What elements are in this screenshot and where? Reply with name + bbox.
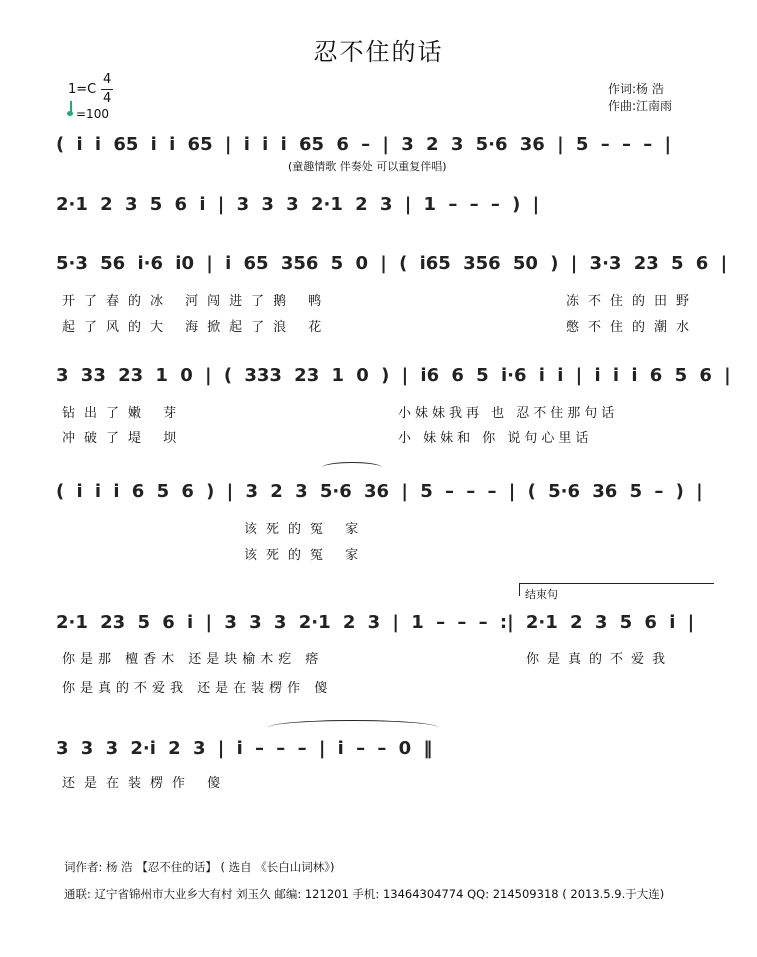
row-1-notes: ( i i 65 i i 65 | i i i 65 6 – | 3 2 3 5·6 36 | 5 – – – | (56, 134, 672, 155)
row-6-lyric-1: 你是那 檀香木 还是块榆木疙 瘩 (62, 652, 324, 667)
row-4-lyric-1b: 小妹妹我再 也 忍不住那句话 (398, 406, 619, 421)
accompaniment-note: (童趣情歌 伴奏处 可以重复伴唱) (288, 160, 447, 173)
row-4-lyric-2b: 小 妹妹和 你 说句心里话 (398, 431, 593, 446)
row-3-notes: 5·3 56 i·6 i0 | i 65 356 5 0 | ( i65 356 50 ) | 3·3 23 5 6 | (56, 253, 728, 274)
score-row-5 (56, 481, 757, 521)
time-signature-bottom: 4 (103, 91, 112, 106)
score-row-2 (56, 194, 757, 234)
score-row-3 (56, 253, 757, 293)
composer-credit: 作曲:江南雨 (608, 99, 673, 113)
time-signature-top: 4 (103, 72, 112, 87)
row-7-notes: 3 3 3 2·i 2 3 | i – – – | i – – 0 ‖ (56, 738, 433, 759)
tempo-marking: =100 (76, 107, 109, 121)
footer-source: 词作者: 杨 浩 【忍不住的话】 ( 选自 《长白山词林》) (64, 860, 335, 874)
row-5-lyric-1: 该死的冤 家 (244, 522, 368, 537)
row-3-lyric-1: 开了春的冰 河闯进了鹅 鸭 (62, 294, 331, 309)
footer-contact: 通联: 辽宁省锦州市大业乡大有村 刘玉久 邮编: 121201 手机: 13464304774 QQ: 214509318 ( 2013.5.9.于大连) (64, 887, 665, 901)
slur-mark (322, 462, 382, 473)
key-signature: 1=C (68, 82, 97, 97)
row-6-lyric-2: 你是真的不爱我 还是在装楞作 傻 (62, 681, 333, 696)
row-6-lyric-1b: 你是真的不爱我 (526, 652, 674, 667)
row-4-lyric-1: 钻出了嫩 芽 (62, 406, 186, 421)
row-3-lyric-2b: 憋不住的潮水 (566, 320, 699, 335)
row-2-notes: 2·1 2 3 5 6 i | 3 3 3 2·1 2 3 | 1 – – – ) | (56, 194, 540, 215)
row-5-notes: ( i i i 6 5 6 ) | 3 2 3 5·6 36 | 5 – – – | ( 5·6 36 5 – ) | (56, 481, 703, 502)
page-title: 忍不住的话 (313, 38, 444, 66)
score-row-4 (56, 365, 757, 405)
ending-label: 结束句 (525, 588, 558, 601)
row-4-lyric-2: 冲破了堤 坝 (62, 431, 186, 446)
tie-mark (268, 720, 438, 735)
row-3-lyric-1b: 冻不住的田野 (566, 294, 699, 309)
row-6-notes: 2·1 23 5 6 i | 3 3 3 2·1 2 3 | 1 – – – :| 2·1 2 3 5 6 i | (56, 612, 695, 633)
row-3-lyric-2: 起了风的大 海掀起了浪 花 (62, 320, 331, 335)
row-4-notes: 3 33 23 1 0 | ( 333 23 1 0 ) | i6 6 5 i·6 i i | i i i 6 5 6 | (56, 365, 731, 386)
score-row-6 (56, 612, 757, 652)
quarter-note-head-icon (67, 111, 73, 116)
row-5-lyric-2: 该死的冤 家 (244, 548, 368, 563)
time-signature-divider (101, 89, 113, 90)
lyricist-credit: 作词:杨 浩 (608, 82, 664, 96)
row-7-lyric-1: 还是在装楞作 傻 (62, 776, 230, 791)
